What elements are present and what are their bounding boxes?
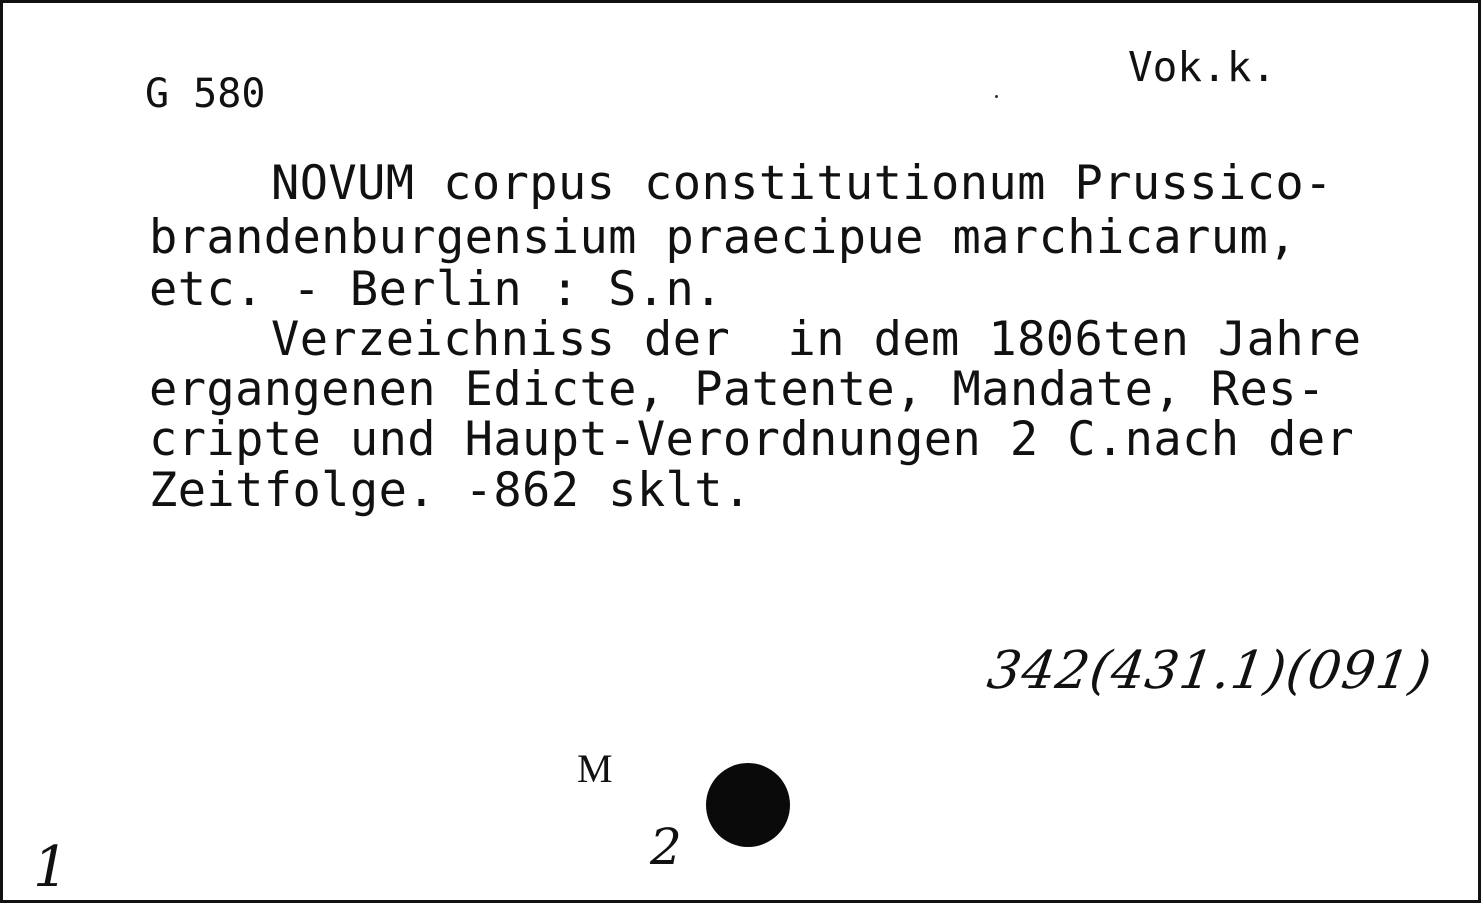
punch-hole <box>706 763 790 847</box>
title-line-1: NOVUM corpus constitutionum Prussico- <box>271 156 1333 211</box>
handwritten-classification: 342(431.1)(091) <box>983 641 1436 701</box>
note-line-4: Zeitfolge. -862 sklt. <box>149 463 752 518</box>
note-line-1: Verzeichniss der in dem 1806ten Jahre <box>271 312 1362 367</box>
handwritten-number-1: 1 <box>33 835 69 900</box>
handwritten-number-2: 2 <box>650 818 682 876</box>
collection-code: Vok.k. <box>1128 43 1277 91</box>
note-line-2: ergangenen Edicte, Patente, Mandate, Res- <box>149 362 1326 417</box>
title-line-2: brandenburgensium praecipue marchicarum, <box>149 210 1297 265</box>
note-line-3: cripte und Haupt-Verordnungen 2 C.nach der <box>149 412 1355 467</box>
imprint-line: etc. - Berlin : S.n. <box>149 262 723 317</box>
pencil-dot-mark <box>995 95 998 98</box>
stamp-letter-m: M <box>577 746 613 791</box>
shelfmark: G 580 <box>145 71 266 117</box>
